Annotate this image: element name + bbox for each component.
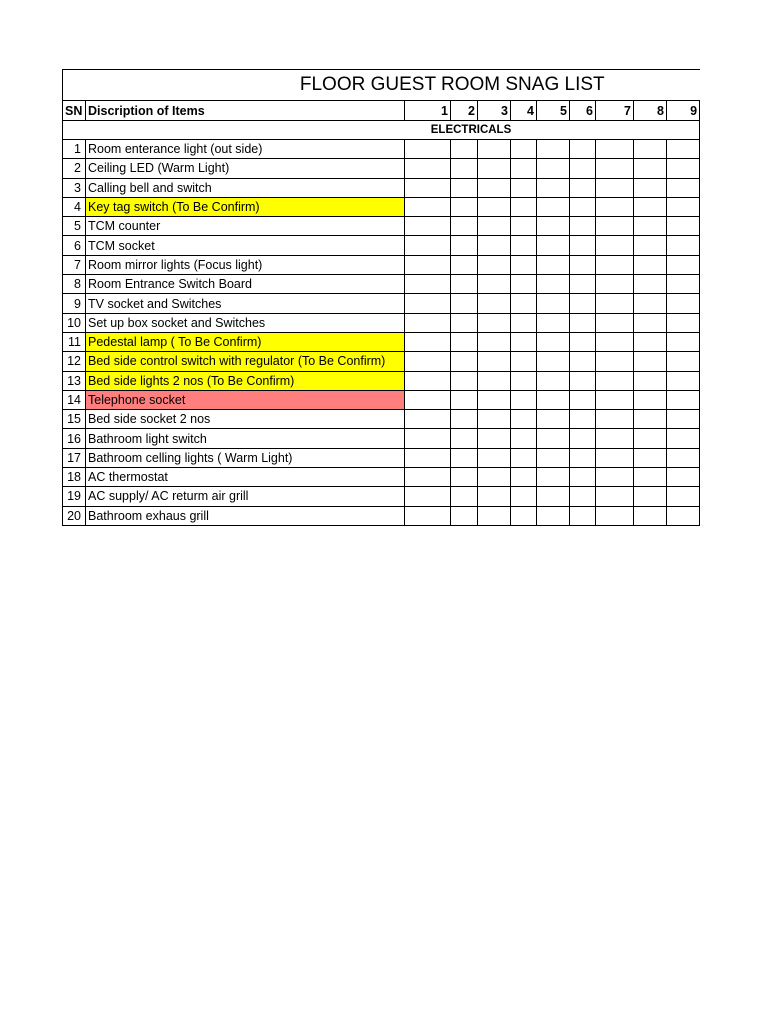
- row-description: Ceiling LED (Warm Light): [86, 159, 405, 178]
- check-cell[interactable]: [596, 236, 634, 255]
- header-sn: SN: [63, 101, 86, 121]
- check-cell[interactable]: [537, 236, 570, 255]
- row-description: Set up box socket and Switches: [86, 313, 405, 332]
- table-row: [63, 429, 700, 448]
- header-col-9: 9: [667, 101, 700, 121]
- row-description: TCM counter: [86, 217, 405, 236]
- check-cell[interactable]: [451, 140, 478, 159]
- header-description: Discription of Items: [86, 101, 405, 121]
- row-sn: 15: [63, 410, 86, 429]
- check-cell[interactable]: [537, 217, 570, 236]
- check-cell[interactable]: [451, 332, 478, 351]
- row-description: Room enterance light (out side): [86, 140, 405, 159]
- check-cell[interactable]: [570, 371, 596, 390]
- check-cell[interactable]: [537, 371, 570, 390]
- check-cell[interactable]: [478, 159, 511, 178]
- check-cell[interactable]: [405, 371, 451, 390]
- row-sn: 9: [63, 294, 86, 313]
- row-sn: 10: [63, 313, 86, 332]
- check-cell[interactable]: [478, 217, 511, 236]
- check-cell[interactable]: [405, 390, 451, 409]
- row-description: Room mirror lights (Focus light): [86, 255, 405, 274]
- check-cell[interactable]: [667, 487, 700, 506]
- check-cell[interactable]: [405, 410, 451, 429]
- check-cell[interactable]: [634, 410, 667, 429]
- check-cell[interactable]: [511, 197, 537, 216]
- check-cell[interactable]: [537, 487, 570, 506]
- table-row: [63, 371, 700, 390]
- row-description: TV socket and Switches: [86, 294, 405, 313]
- check-cell[interactable]: [405, 178, 451, 197]
- check-cell[interactable]: [570, 313, 596, 332]
- header-col-7: 7: [596, 101, 634, 121]
- check-cell[interactable]: [596, 371, 634, 390]
- check-cell[interactable]: [667, 332, 700, 351]
- check-cell[interactable]: [596, 410, 634, 429]
- check-cell[interactable]: [405, 506, 451, 525]
- check-cell[interactable]: [478, 313, 511, 332]
- table-row: [63, 390, 700, 409]
- check-cell[interactable]: [570, 390, 596, 409]
- check-cell[interactable]: [667, 352, 700, 371]
- row-sn: 14: [63, 390, 86, 409]
- check-cell[interactable]: [537, 255, 570, 274]
- check-cell[interactable]: [596, 390, 634, 409]
- check-cell[interactable]: [451, 506, 478, 525]
- check-cell[interactable]: [570, 332, 596, 351]
- check-cell[interactable]: [667, 429, 700, 448]
- check-cell[interactable]: [596, 255, 634, 274]
- check-cell[interactable]: [667, 506, 700, 525]
- check-cell[interactable]: [667, 390, 700, 409]
- check-cell[interactable]: [478, 178, 511, 197]
- check-cell[interactable]: [405, 429, 451, 448]
- check-cell[interactable]: [405, 140, 451, 159]
- check-cell[interactable]: [511, 140, 537, 159]
- check-cell[interactable]: [570, 352, 596, 371]
- check-cell[interactable]: [537, 197, 570, 216]
- table-row: [63, 217, 700, 236]
- check-cell[interactable]: [511, 371, 537, 390]
- check-cell[interactable]: [634, 371, 667, 390]
- check-cell[interactable]: [478, 294, 511, 313]
- check-cell[interactable]: [451, 217, 478, 236]
- section-heading-text: ELECTRICALS: [430, 124, 512, 136]
- check-cell[interactable]: [596, 506, 634, 525]
- check-cell[interactable]: [667, 410, 700, 429]
- row-sn: 6: [63, 236, 86, 255]
- check-cell[interactable]: [596, 159, 634, 178]
- check-cell[interactable]: [537, 178, 570, 197]
- check-cell[interactable]: [537, 448, 570, 467]
- check-cell[interactable]: [634, 255, 667, 274]
- check-cell[interactable]: [634, 352, 667, 371]
- table-row: [63, 140, 700, 159]
- row-sn: 11: [63, 332, 86, 351]
- check-cell[interactable]: [511, 178, 537, 197]
- check-cell[interactable]: [478, 275, 511, 294]
- check-cell[interactable]: [511, 236, 537, 255]
- check-cell[interactable]: [478, 197, 511, 216]
- check-cell[interactable]: [634, 487, 667, 506]
- table-row: [63, 332, 700, 351]
- check-cell[interactable]: [511, 506, 537, 525]
- row-sn: 3: [63, 178, 86, 197]
- row-description: Bed side control switch with regulator (To Be Confirm): [86, 352, 405, 371]
- check-cell[interactable]: [405, 332, 451, 351]
- check-cell[interactable]: [511, 390, 537, 409]
- table-row: [63, 410, 700, 429]
- check-cell[interactable]: [478, 332, 511, 351]
- check-cell[interactable]: [634, 178, 667, 197]
- check-cell[interactable]: [451, 294, 478, 313]
- check-cell[interactable]: [451, 197, 478, 216]
- check-cell[interactable]: [634, 468, 667, 487]
- check-cell[interactable]: [667, 371, 700, 390]
- check-cell[interactable]: [537, 429, 570, 448]
- check-cell[interactable]: [511, 255, 537, 274]
- check-cell[interactable]: [405, 197, 451, 216]
- check-cell[interactable]: [405, 468, 451, 487]
- snag-list-table: [62, 69, 700, 526]
- check-cell[interactable]: [478, 429, 511, 448]
- check-cell[interactable]: [405, 236, 451, 255]
- check-cell[interactable]: [570, 178, 596, 197]
- row-sn: 20: [63, 506, 86, 525]
- section-row: [63, 121, 700, 140]
- check-cell[interactable]: [596, 217, 634, 236]
- row-sn: 7: [63, 255, 86, 274]
- row-description: AC supply/ AC returm air grill: [86, 487, 405, 506]
- check-cell[interactable]: [634, 448, 667, 467]
- check-cell[interactable]: [537, 159, 570, 178]
- row-description: Pedestal lamp ( To Be Confirm): [86, 332, 405, 351]
- check-cell[interactable]: [405, 255, 451, 274]
- check-cell[interactable]: [405, 448, 451, 467]
- row-sn: 19: [63, 487, 86, 506]
- check-cell[interactable]: [478, 468, 511, 487]
- check-cell[interactable]: [667, 448, 700, 467]
- check-cell[interactable]: [511, 275, 537, 294]
- row-description: Bathroom exhaus grill: [86, 506, 405, 525]
- check-cell[interactable]: [451, 178, 478, 197]
- check-cell[interactable]: [451, 448, 478, 467]
- check-cell[interactable]: [511, 429, 537, 448]
- check-cell[interactable]: [478, 352, 511, 371]
- check-cell[interactable]: [405, 294, 451, 313]
- check-cell[interactable]: [634, 275, 667, 294]
- check-cell[interactable]: [596, 332, 634, 351]
- check-cell[interactable]: [667, 159, 700, 178]
- check-cell[interactable]: [570, 140, 596, 159]
- check-cell[interactable]: [451, 313, 478, 332]
- check-cell[interactable]: [667, 178, 700, 197]
- check-cell[interactable]: [451, 429, 478, 448]
- row-description: Room Entrance Switch Board: [86, 275, 405, 294]
- row-description: Telephone socket: [86, 390, 405, 409]
- row-description: Bathroom light switch: [86, 429, 405, 448]
- table-row: [63, 352, 700, 371]
- check-cell[interactable]: [405, 275, 451, 294]
- check-cell[interactable]: [596, 140, 634, 159]
- check-cell[interactable]: [451, 255, 478, 274]
- snag-list-sheet: [62, 69, 699, 526]
- check-cell[interactable]: [667, 255, 700, 274]
- check-cell[interactable]: [478, 236, 511, 255]
- check-cell[interactable]: [451, 159, 478, 178]
- row-description: Bed side lights 2 nos (To Be Confirm): [86, 371, 405, 390]
- row-sn: 2: [63, 159, 86, 178]
- check-cell[interactable]: [634, 390, 667, 409]
- check-cell[interactable]: [596, 275, 634, 294]
- check-cell[interactable]: [570, 255, 596, 274]
- check-cell[interactable]: [451, 468, 478, 487]
- check-cell[interactable]: [405, 487, 451, 506]
- check-cell[interactable]: [478, 410, 511, 429]
- row-sn: 17: [63, 448, 86, 467]
- check-cell[interactable]: [634, 140, 667, 159]
- check-cell[interactable]: [667, 217, 700, 236]
- check-cell[interactable]: [511, 410, 537, 429]
- row-sn: 16: [63, 429, 86, 448]
- check-cell[interactable]: [570, 159, 596, 178]
- check-cell[interactable]: [634, 294, 667, 313]
- check-cell[interactable]: [511, 332, 537, 351]
- check-cell[interactable]: [478, 255, 511, 274]
- check-cell[interactable]: [596, 294, 634, 313]
- check-cell[interactable]: [667, 468, 700, 487]
- row-sn: 12: [63, 352, 86, 371]
- check-cell[interactable]: [596, 487, 634, 506]
- check-cell[interactable]: [570, 506, 596, 525]
- check-cell[interactable]: [511, 217, 537, 236]
- check-cell[interactable]: [634, 332, 667, 351]
- check-cell[interactable]: [570, 275, 596, 294]
- table-row: [63, 178, 700, 197]
- row-sn: 4: [63, 197, 86, 216]
- check-cell[interactable]: [634, 159, 667, 178]
- check-cell[interactable]: [596, 178, 634, 197]
- check-cell[interactable]: [451, 390, 478, 409]
- check-cell[interactable]: [511, 352, 537, 371]
- check-cell[interactable]: [451, 275, 478, 294]
- check-cell[interactable]: [537, 410, 570, 429]
- page-title-text: FLOOR GUEST ROOM SNAG LIST: [299, 74, 605, 95]
- row-sn: 1: [63, 140, 86, 159]
- check-cell[interactable]: [570, 410, 596, 429]
- check-cell[interactable]: [451, 352, 478, 371]
- check-cell[interactable]: [511, 487, 537, 506]
- check-cell[interactable]: [634, 313, 667, 332]
- check-cell[interactable]: [667, 197, 700, 216]
- header-col-4: 4: [511, 101, 537, 121]
- row-sn: 8: [63, 275, 86, 294]
- table-row: [63, 255, 700, 274]
- row-sn: 13: [63, 371, 86, 390]
- title-row: [63, 70, 700, 101]
- check-cell[interactable]: [511, 468, 537, 487]
- check-cell[interactable]: [537, 468, 570, 487]
- check-cell[interactable]: [478, 448, 511, 467]
- table-row: [63, 313, 700, 332]
- check-cell[interactable]: [511, 313, 537, 332]
- table-row: [63, 468, 700, 487]
- check-cell[interactable]: [596, 313, 634, 332]
- check-cell[interactable]: [405, 217, 451, 236]
- check-cell[interactable]: [667, 140, 700, 159]
- check-cell[interactable]: [537, 275, 570, 294]
- row-description: Bed side socket 2 nos: [86, 410, 405, 429]
- check-cell[interactable]: [570, 294, 596, 313]
- check-cell[interactable]: [570, 217, 596, 236]
- header-col-3: 3: [478, 101, 511, 121]
- check-cell[interactable]: [537, 332, 570, 351]
- table-row: [63, 294, 700, 313]
- check-cell[interactable]: [537, 390, 570, 409]
- table-row: [63, 448, 700, 467]
- check-cell[interactable]: [511, 294, 537, 313]
- check-cell[interactable]: [478, 487, 511, 506]
- check-cell[interactable]: [596, 448, 634, 467]
- check-cell[interactable]: [451, 236, 478, 255]
- row-description: Calling bell and switch: [86, 178, 405, 197]
- check-cell[interactable]: [511, 159, 537, 178]
- table-row: [63, 487, 700, 506]
- check-cell[interactable]: [596, 352, 634, 371]
- table-row: [63, 159, 700, 178]
- check-cell[interactable]: [634, 217, 667, 236]
- row-description: Key tag switch (To Be Confirm): [86, 197, 405, 216]
- page-title: [63, 70, 700, 101]
- check-cell[interactable]: [478, 390, 511, 409]
- check-cell[interactable]: [570, 448, 596, 467]
- check-cell[interactable]: [570, 429, 596, 448]
- check-cell[interactable]: [667, 236, 700, 255]
- header-col-6: 6: [570, 101, 596, 121]
- check-cell[interactable]: [667, 275, 700, 294]
- check-cell[interactable]: [405, 159, 451, 178]
- check-cell[interactable]: [634, 197, 667, 216]
- section-heading: [63, 121, 700, 140]
- check-cell[interactable]: [405, 313, 451, 332]
- check-cell[interactable]: [596, 429, 634, 448]
- check-cell[interactable]: [537, 352, 570, 371]
- check-cell[interactable]: [570, 236, 596, 255]
- check-cell[interactable]: [634, 506, 667, 525]
- row-sn: 5: [63, 217, 86, 236]
- check-cell[interactable]: [667, 294, 700, 313]
- check-cell[interactable]: [667, 313, 700, 332]
- check-cell[interactable]: [537, 506, 570, 525]
- check-cell[interactable]: [537, 140, 570, 159]
- table-row: [63, 506, 700, 525]
- check-cell[interactable]: [537, 294, 570, 313]
- check-cell[interactable]: [570, 468, 596, 487]
- header-col-5: 5: [537, 101, 570, 121]
- check-cell[interactable]: [634, 429, 667, 448]
- row-description: Bathroom celling lights ( Warm Light): [86, 448, 405, 467]
- check-cell[interactable]: [596, 468, 634, 487]
- check-cell[interactable]: [478, 371, 511, 390]
- header-col-1: 1: [405, 101, 451, 121]
- check-cell[interactable]: [570, 487, 596, 506]
- check-cell[interactable]: [451, 410, 478, 429]
- check-cell[interactable]: [451, 371, 478, 390]
- table-row: [63, 236, 700, 255]
- table-row: [63, 275, 700, 294]
- header-row: [63, 101, 700, 121]
- row-description: AC thermostat: [86, 468, 405, 487]
- check-cell[interactable]: [570, 197, 596, 216]
- check-cell[interactable]: [451, 487, 478, 506]
- header-col-2: 2: [451, 101, 478, 121]
- header-col-8: 8: [634, 101, 667, 121]
- check-cell[interactable]: [596, 197, 634, 216]
- row-description: TCM socket: [86, 236, 405, 255]
- row-sn: 18: [63, 468, 86, 487]
- check-cell[interactable]: [405, 352, 451, 371]
- check-cell[interactable]: [634, 236, 667, 255]
- table-row: [63, 197, 700, 216]
- check-cell[interactable]: [478, 506, 511, 525]
- check-cell[interactable]: [511, 448, 537, 467]
- check-cell[interactable]: [537, 313, 570, 332]
- check-cell[interactable]: [478, 140, 511, 159]
